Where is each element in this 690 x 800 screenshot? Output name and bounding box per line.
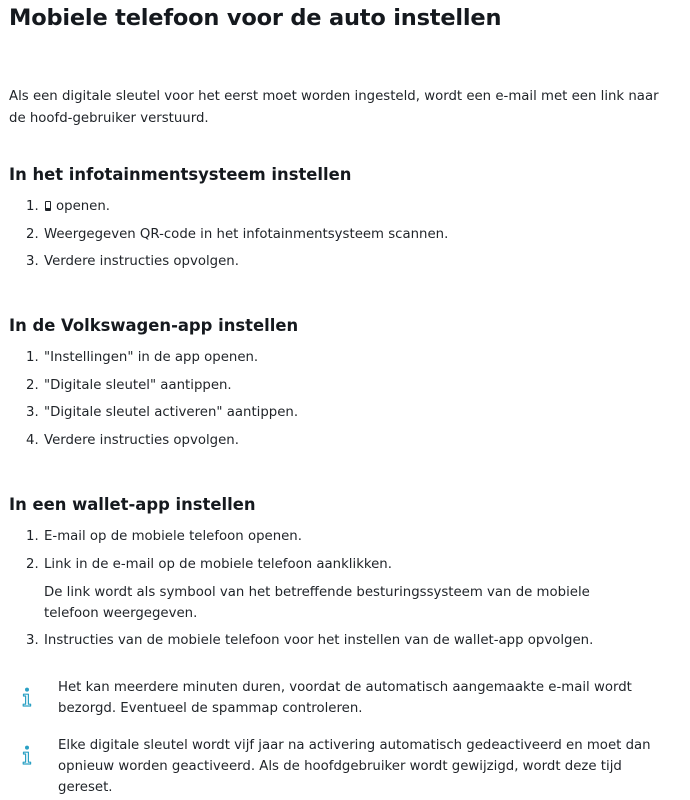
step-text: Weergegeven QR-code in het infotainmentsysteem scannen.	[44, 226, 449, 242]
steps-list-volkswagen-app	[9, 348, 690, 451]
list-item	[9, 348, 690, 368]
info-note	[9, 677, 668, 719]
info-icon	[20, 745, 34, 765]
list-item	[9, 527, 690, 547]
step-number: 2.	[26, 226, 39, 242]
list-item	[9, 431, 690, 451]
step-text: Link in de e-mail op de mobiele telefoon aanklikken.	[44, 556, 392, 572]
section-heading-infotainment: In het infotainmentsysteem instellen	[9, 165, 352, 184]
step-text: E-mail op de mobiele telefoon openen.	[44, 528, 302, 544]
list-item	[9, 403, 690, 423]
step-text: "Digitale sleutel" aantippen.	[44, 377, 232, 393]
step-number: 3.	[26, 633, 39, 649]
step-number: 1.	[26, 199, 39, 214]
step-text: "Digitale sleutel activeren" aantippen.	[44, 405, 299, 421]
phone-icon	[45, 201, 51, 211]
notes	[9, 677, 690, 798]
list-item	[9, 225, 690, 245]
list-item	[9, 376, 690, 396]
list-item	[9, 252, 690, 272]
step-text: Verdere instructies opvolgen.	[44, 432, 239, 448]
step-text: Instructies van de mobiele telefoon voor het instellen van de wallet-app opvolgen.	[44, 633, 594, 649]
list-item	[9, 197, 690, 217]
section-heading-wallet-app: In een wallet-app instellen	[9, 494, 256, 514]
step-number: 4.	[26, 432, 39, 448]
info-note	[9, 735, 668, 798]
intro-paragraph: Als een digitale sleutel voor het eerst moet worden ingesteld, wordt een e-mail met een link naar de hoofd-gebruiker verstuurd.	[9, 89, 659, 126]
info-icon	[20, 687, 34, 707]
list-item	[9, 631, 690, 651]
page-title: Mobiele telefoon voor de auto instellen	[9, 5, 502, 31]
step-number: 3.	[26, 254, 39, 270]
note-text: Elke digitale sleutel wordt vijf jaar na activering automatisch gedeactiveerd en moet dan opnieuw worden geactiveerd. Als de hoofdgebruiker wordt gewijzigd, wordt deze tijd gereset.	[58, 738, 651, 796]
note-text: Het kan meerdere minuten duren, voordat de automatisch aangemaakte e-mail wordt bezorgd. Eventueel de spammap controleren.	[58, 680, 632, 717]
steps-list-infotainment	[9, 197, 690, 272]
step-number: 3.	[26, 405, 39, 421]
step-number: 1.	[26, 350, 39, 366]
step-text: openen.	[56, 199, 111, 214]
step-number: 2.	[26, 377, 39, 393]
steps-list-wallet-app	[9, 527, 690, 651]
step-number: 2.	[26, 556, 39, 572]
step-number: 1.	[26, 528, 39, 544]
step-text: "Instellingen" in de app openen.	[44, 350, 259, 366]
section-heading-volkswagen-app: In de Volkswagen-app instellen	[9, 316, 299, 336]
list-item	[9, 555, 690, 624]
step-text: Verdere instructies opvolgen.	[44, 254, 239, 270]
step-subtext: De link wordt als symbool van het betreffende besturingssysteem van de mobiele telefoon weergegeven.	[44, 584, 590, 621]
